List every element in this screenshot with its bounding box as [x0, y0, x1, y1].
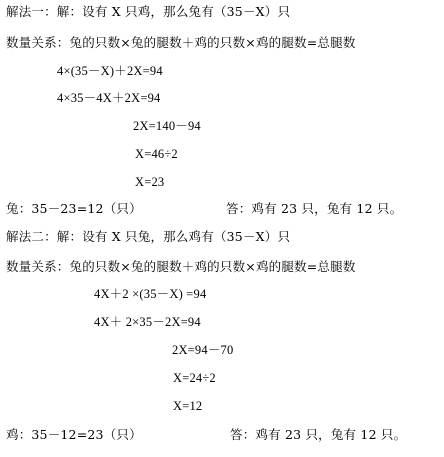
- method1-step-2: 4×35－4X＋2X=94: [57, 91, 161, 105]
- method1-step-3: 2X=140－94: [133, 119, 201, 133]
- method1-intro: 解法一：解：设有 X 只鸡，那么兔有（35－X）只: [6, 4, 291, 19]
- method1-relation: 数量关系：兔的只数×兔的腿数＋鸡的只数×鸡的腿数=总腿数: [6, 35, 356, 50]
- method2-intro: 解法二：解：设有 X 只兔，那么鸡有（35－X）只: [6, 229, 291, 244]
- method2-step-5: X=12: [173, 399, 203, 413]
- method2-step-3: 2X=94－70: [172, 343, 234, 357]
- method2-answer: 答：鸡有 23 只，兔有 12 只。: [230, 427, 407, 442]
- method1-result: 兔：35－23=12（只）: [6, 201, 142, 216]
- method1-step-1: 4×(35－X)＋2X=94: [57, 64, 163, 78]
- method2-relation: 数量关系：兔的只数×兔的腿数＋鸡的只数×鸡的腿数=总腿数: [6, 259, 356, 274]
- method1-step-5: X=23: [135, 175, 165, 189]
- method2-step-1: 4X＋2 ×(35－X) =94: [94, 287, 207, 301]
- method2-step-4: X=24÷2: [173, 371, 216, 385]
- method1-answer: 答：鸡有 23 只，兔有 12 只。: [226, 201, 403, 216]
- method2-result: 鸡：35－12=23（只）: [6, 427, 142, 442]
- method1-step-4: X=46÷2: [135, 147, 178, 161]
- method2-step-2: 4X＋ 2×35－2X=94: [94, 315, 201, 329]
